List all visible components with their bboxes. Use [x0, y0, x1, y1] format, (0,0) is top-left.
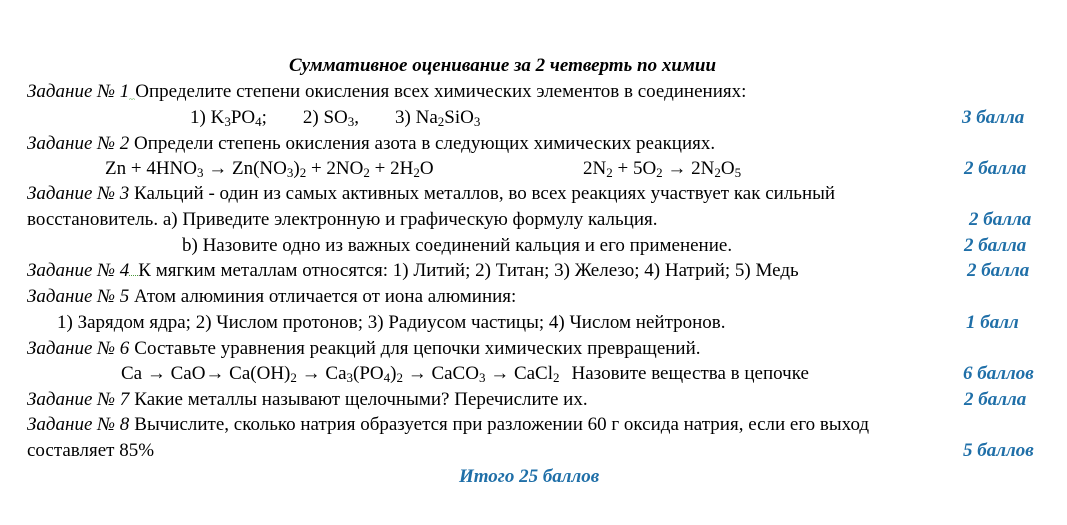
task-6-line	[27, 337, 701, 361]
task-8-line-1	[27, 413, 869, 437]
task-2-line	[27, 132, 715, 156]
task-5-number: Задание № 5	[27, 286, 130, 307]
task-6-score: 6 баллов	[963, 363, 1034, 384]
task-2-text: Определи степень окисления азота в следующих химических реакциях.	[134, 133, 716, 154]
task-5-line	[27, 285, 516, 309]
task-4-line	[27, 259, 799, 283]
task-8-number: Задание № 8	[27, 414, 130, 435]
task-1-number: Задание № 1	[27, 81, 130, 102]
task-3-line-3: b) Назовите одно из важных соединений кальция и его применение.	[182, 235, 733, 256]
task-8-score: 5 баллов	[963, 440, 1034, 461]
task-4-score: 2 балла	[967, 260, 1030, 281]
task-5-score: 1 балл	[966, 312, 1019, 333]
task-2-reaction-1: $Zn + 4HNO_3 \to Zn(NO_3)_2 + 2NO_2 + 2H_2O$	[105, 158, 434, 180]
task-1-text: Определите степени окисления всех химических элементов в соединениях:	[135, 81, 747, 102]
task-4-number: Задание № 4	[27, 260, 130, 281]
task-6-text: Составьте уравнения реакций для цепочки химических превращений.	[134, 338, 701, 359]
task-1-line	[27, 80, 746, 104]
task-8-line-2: составляет 85%	[27, 440, 155, 461]
task-4-text: К мягким металлам относятся: 1) Литий; 2) Титан; 3) Железо; 4) Натрий; 5) Медь	[138, 260, 799, 281]
task-6-number: Задание № 6	[27, 338, 130, 359]
total-score: Итого 25 баллов	[459, 466, 600, 487]
task-8-text-1: Вычислите, сколько натрия образуется при разложении 60 г оксида натрия, если его выход	[134, 414, 870, 435]
task-7-line	[27, 388, 588, 412]
task-1-compounds: 1) $K_3PO_4$; 2) $SO_3$, 3) $Na_2SiO_3$	[190, 107, 481, 129]
task-6-chain-tail: Назовите вещества в цепочке	[571, 363, 809, 384]
task-3-line-1	[27, 182, 835, 206]
task-7-text: Какие металлы называют щелочными? Перечислите их.	[134, 389, 588, 410]
task-1-score: 3 балла	[962, 107, 1025, 128]
task-7-score: 2 балла	[964, 389, 1027, 410]
task-2-score: 2 балла	[964, 158, 1027, 179]
task-2-number: Задание № 2	[27, 133, 130, 154]
task-3a-score: 2 балла	[969, 209, 1032, 230]
task-3b-score: 2 балла	[964, 235, 1027, 256]
task-5-text: Атом алюминия отличается от иона алюминия:	[134, 286, 517, 307]
task-2-reaction-2: $2N_2 + 5O_2 \to 2N_2O_5$	[583, 158, 742, 180]
task-6-chain: $Ca \to CaO\to Ca(OH)_2 \to Ca_3(PO_4)_2$ → CaCO$_3$ → CaCl$_2$ Назовите вещества в цепочке	[121, 363, 809, 385]
task-7-number: Задание № 7	[27, 389, 130, 410]
page-title: Суммативное оценивание за 2 четверть по химии	[289, 55, 717, 76]
task-3-line-2: восстановитель. а) Приведите электронную и графическую формулу кальция.	[27, 209, 658, 230]
task-3-text-1: Кальций - один из самых активных металлов, во всех реакциях участвует как сильный	[134, 183, 836, 204]
task-3-number: Задание № 3	[27, 183, 130, 204]
task-5-options: 1) Зарядом ядра; 2) Числом протонов; 3) Радиусом частицы; 4) Числом нейтронов.	[57, 312, 726, 333]
